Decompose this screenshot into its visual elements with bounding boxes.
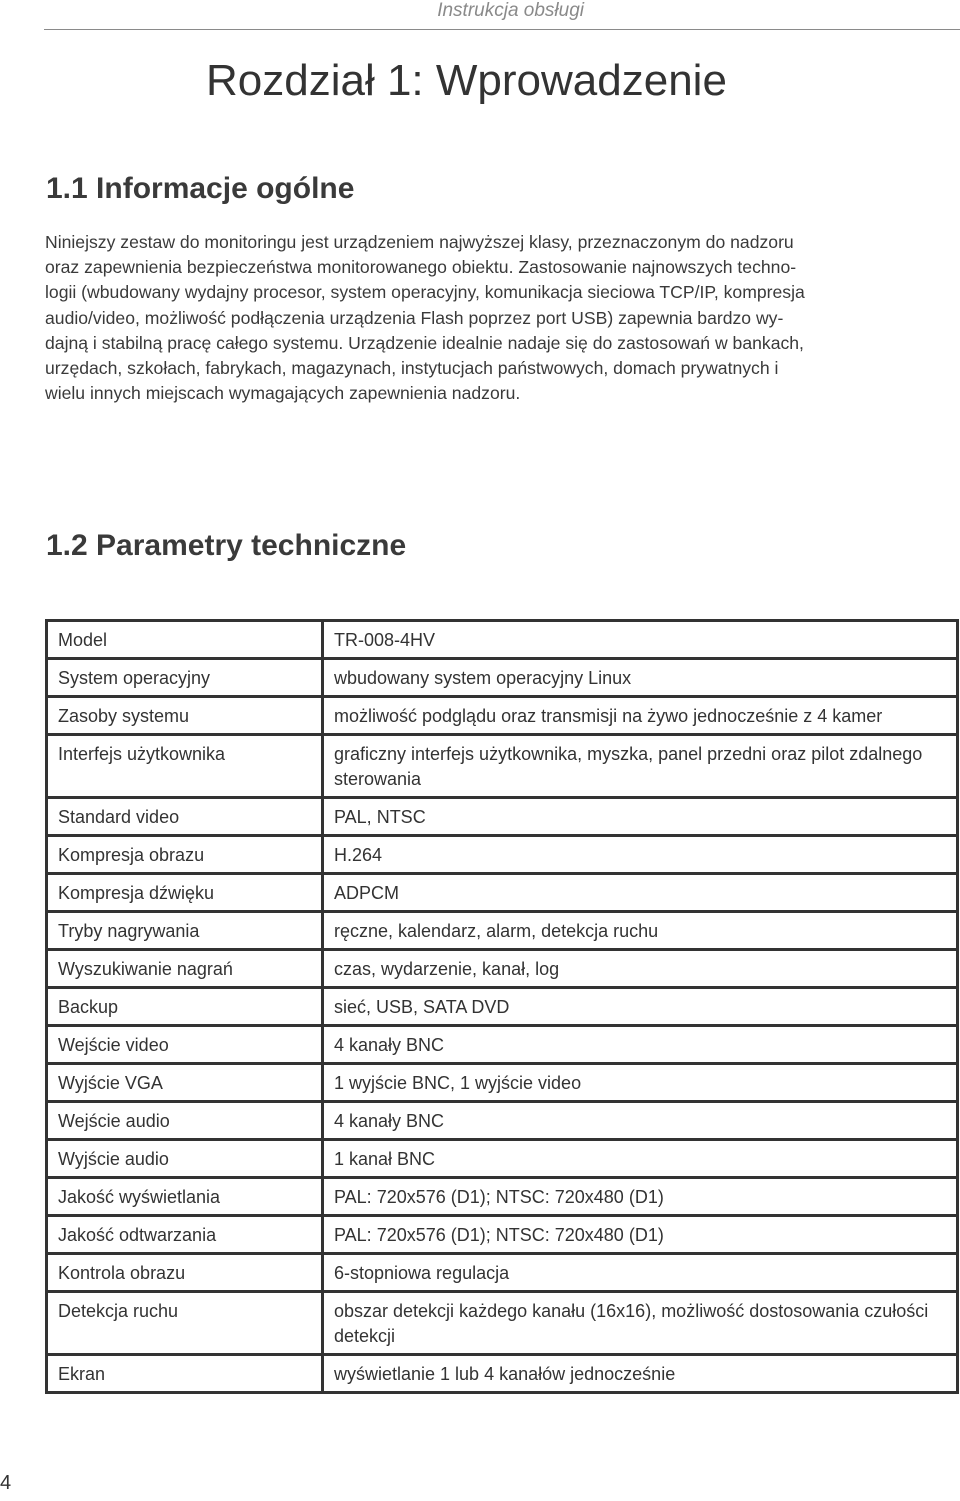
intro-line: urzędach, szkołach, fabrykach, magazynach, instytucjach państwowych, domach prywatnych i — [45, 358, 779, 379]
spec-label: Ekran — [47, 1355, 323, 1393]
table-row — [47, 697, 958, 735]
spec-label: Kompresja dźwięku — [47, 874, 323, 912]
intro-line: Niniejszy zestaw do monitoringu jest urządzeniem najwyższej klasy, przeznaczonym do nadzoru — [45, 232, 794, 252]
intro-line: oraz zapewnienia bezpieczeństwa monitorowanego obiektu. Zastosowanie najnowszych techno- — [45, 257, 797, 278]
spec-label: Zasoby systemu — [47, 697, 323, 735]
spec-label: Kontrola obrazu — [47, 1254, 323, 1292]
spec-label: Detekcja ruchu — [47, 1292, 323, 1355]
spec-value: ręczne, kalendarz, alarm, detekcja ruchu — [323, 912, 958, 950]
page-number: 4 — [0, 1472, 12, 1494]
table-row — [47, 912, 958, 950]
table-row — [47, 1292, 958, 1355]
spec-label: Wyjście audio — [47, 1140, 323, 1178]
spec-value: wyświetlanie 1 lub 4 kanałów jednocześnie — [323, 1355, 958, 1393]
table-row — [47, 659, 958, 697]
table-row — [47, 988, 958, 1026]
spec-label: System operacyjny — [47, 659, 323, 697]
spec-label: Backup — [47, 988, 323, 1026]
table-row — [47, 1254, 958, 1292]
spec-value: PAL, NTSC — [323, 798, 958, 836]
spec-value: 6-stopniowa regulacja — [323, 1254, 958, 1292]
table-row — [47, 1355, 958, 1393]
section-title-specs: 1.2 Parametry techniczne — [46, 529, 407, 562]
table-row — [47, 874, 958, 912]
spec-label: Kompresja obrazu — [47, 836, 323, 874]
intro-line: dajną i stabilną pracę całego systemu. Urządzenie idealnie nadaje się do zastosowań w bankach, — [45, 332, 804, 353]
spec-value: ADPCM — [323, 874, 958, 912]
spec-value: TR-008-4HV — [323, 621, 958, 659]
table-row — [47, 836, 958, 874]
spec-value: 1 kanał BNC — [323, 1140, 958, 1178]
spec-value: sieć, USB, SATA DVD — [323, 988, 958, 1026]
spec-value: 4 kanały BNC — [323, 1026, 958, 1064]
spec-value: obszar detekcji każdego kanału (16x16), możliwość dostosowania czułości detekcji — [323, 1292, 958, 1355]
spec-label: Interfejs użytkownika — [47, 735, 323, 798]
spec-label: Wejście video — [47, 1026, 323, 1064]
spec-value: 4 kanały BNC — [323, 1102, 958, 1140]
spec-value: możliwość podglądu oraz transmisji na żywo jednocześnie z 4 kamer — [323, 697, 958, 735]
spec-label: Model — [47, 621, 323, 659]
spec-value: wbudowany system operacyjny Linux — [323, 659, 958, 697]
table-row — [47, 1178, 958, 1216]
spec-label: Wejście audio — [47, 1102, 323, 1140]
table-row — [47, 1140, 958, 1178]
spec-label: Jakość wyświetlania — [47, 1178, 323, 1216]
table-row — [47, 1026, 958, 1064]
spec-value: PAL: 720x576 (D1); NTSC: 720x480 (D1) — [323, 1216, 958, 1254]
intro-paragraph — [45, 230, 957, 406]
table-row — [47, 1064, 958, 1102]
spec-label: Standard video — [47, 798, 323, 836]
table-row — [47, 735, 958, 798]
table-row — [47, 798, 958, 836]
table-row — [47, 621, 958, 659]
table-row — [47, 1102, 958, 1140]
spec-label: Wyjście VGA — [47, 1064, 323, 1102]
spec-label: Jakość odtwarzania — [47, 1216, 323, 1254]
table-row — [47, 1216, 958, 1254]
spec-label: Tryby nagrywania — [47, 912, 323, 950]
spec-label: Wyszukiwanie nagrań — [47, 950, 323, 988]
header-rule — [44, 29, 960, 30]
spec-value: graficzny interfejs użytkownika, myszka, panel przedni oraz pilot zdalnego sterowania — [323, 735, 958, 798]
chapter-title: Rozdział 1: Wprowadzenie — [206, 56, 727, 105]
intro-line: wielu innych miejscach wymagających zapewnienia nadzoru. — [45, 383, 521, 404]
spec-value: czas, wydarzenie, kanał, log — [323, 950, 958, 988]
specs-table — [45, 619, 959, 1394]
intro-line: audio/video, możliwość podłączenia urządzenia Flash poprzez port USB) zapewnia bardzo wy- — [45, 307, 784, 328]
section-title-general: 1.1 Informacje ogólne — [46, 172, 355, 205]
spec-value: PAL: 720x576 (D1); NTSC: 720x480 (D1) — [323, 1178, 958, 1216]
intro-line: logii (wbudowany wydajny procesor, system operacyjny, komunikacja sieciowa TCP/IP, kompresja — [45, 282, 805, 303]
spec-value: 1 wyjście BNC, 1 wyjście video — [323, 1064, 958, 1102]
table-row — [47, 950, 958, 988]
running-header: Instrukcja obsługi — [437, 0, 584, 21]
spec-value: H.264 — [323, 836, 958, 874]
